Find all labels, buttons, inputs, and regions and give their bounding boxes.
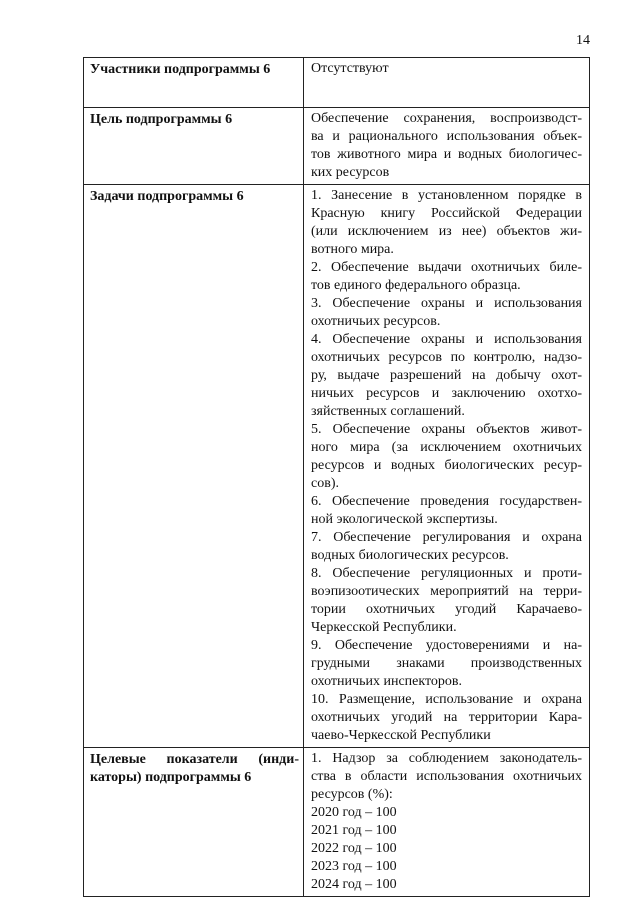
value-lines: [311, 750, 582, 894]
value-line: 1. Занесение в установленном порядке в: [311, 188, 582, 203]
row-label-goal: [84, 108, 304, 185]
value-line: (или исключением из нее) объектов жи-: [311, 224, 582, 239]
value-line: 8. Обеспечение регуляционных и проти-: [311, 566, 582, 581]
value-line: 1. Надзор за соблюдением законодатель-: [311, 751, 582, 766]
value-line: 9. Обеспечение удостоверениями и на-: [311, 638, 582, 653]
value-line: ва и рационального использования объек-: [311, 129, 582, 144]
value-line: 2. Обеспечение выдачи охотничьих биле-: [311, 260, 582, 275]
value-line: 2021 год – 100: [311, 823, 397, 838]
label-line: каторы) подпрограммы 6: [90, 770, 252, 785]
value-line: вотного мира.: [311, 242, 394, 257]
value-line: 2022 год – 100: [311, 841, 397, 856]
value-line: водных биологических ресурсов.: [311, 548, 509, 563]
value-line: тории охотничьих угодий Карачаево-: [311, 602, 582, 617]
value-line: 4. Обеспечение охраны и использования: [311, 332, 582, 347]
page-number: 14: [576, 33, 590, 48]
row-value-tasks: [304, 185, 590, 748]
value-line: чаево-Черкесской Республики: [311, 728, 491, 743]
value-line: 3. Обеспечение охраны и использования: [311, 296, 582, 311]
value-line: ничьих ресурсов и заключению охотхо-: [311, 386, 582, 401]
value-line: охотничьих ресурсов.: [311, 314, 441, 329]
value-line: 2023 год – 100: [311, 859, 397, 874]
value-lines: [311, 60, 582, 78]
label-text: Цель подпрограммы 6: [90, 112, 233, 127]
row-label-participants: [84, 58, 304, 108]
value-line: 2020 год – 100: [311, 805, 397, 820]
value-line: 5. Обеспечение охраны объектов живот-: [311, 422, 582, 437]
value-line: ресурсов (%):: [311, 787, 393, 802]
value-line: ного мира (за исключением охотничьих: [311, 440, 582, 455]
row-value-participants: [304, 58, 590, 108]
value-line: Отсутствуют: [311, 61, 389, 76]
value-line: ру, выдаче разрешений на добычу охот-: [311, 368, 582, 383]
value-line: охотничьих угодий на территории Кара-: [311, 710, 582, 725]
value-lines: [311, 187, 582, 745]
value-line: ресурсов и водных биологических ресур-: [311, 458, 582, 473]
value-line: ства в области использования охотничьих: [311, 769, 582, 784]
value-line: 6. Обеспечение проведения государствен-: [311, 494, 582, 509]
subprogram-passport-table: [83, 57, 590, 897]
value-line: ной экологической экспертизы.: [311, 512, 498, 527]
table-row-goal: [84, 108, 590, 185]
row-value-goal: [304, 108, 590, 185]
value-line: тов животного мира и водных биологичес-: [311, 147, 582, 162]
label-line: Целевые показатели (инди-: [90, 752, 299, 767]
value-line: зяйственных соглашений.: [311, 404, 465, 419]
table-row-participants: [84, 58, 590, 108]
value-line: 10. Размещение, использование и охрана: [311, 692, 582, 707]
value-line: 7. Обеспечение регулирования и охрана: [311, 530, 582, 545]
value-line: тов единого федерального образца.: [311, 278, 521, 293]
row-label-tasks: [84, 185, 304, 748]
value-line: Обеспечение сохранения, воспроизводст-: [311, 111, 582, 126]
value-line: Красную книгу Российской Федерации: [311, 206, 582, 221]
value-line: сов).: [311, 476, 339, 491]
table-row-indicators: [84, 748, 590, 897]
value-line: 2024 год – 100: [311, 877, 397, 892]
value-lines: [311, 110, 582, 182]
value-line: грудными знаками производственных: [311, 656, 582, 671]
value-line: ких ресурсов: [311, 165, 390, 180]
label-text: Задачи подпрограммы 6: [90, 189, 244, 204]
value-line: воэпизоотических мероприятий на терри-: [311, 584, 582, 599]
row-value-indicators: [304, 748, 590, 897]
table-row-tasks: [84, 185, 590, 748]
value-line: Черкесской Республики.: [311, 620, 457, 635]
label-text: Участники подпрограммы 6: [90, 62, 271, 77]
value-line: охотничьих инспекторов.: [311, 674, 463, 689]
value-line: охотничьих ресурсов по контролю, надзо-: [311, 350, 582, 365]
row-label-indicators: [84, 748, 304, 897]
